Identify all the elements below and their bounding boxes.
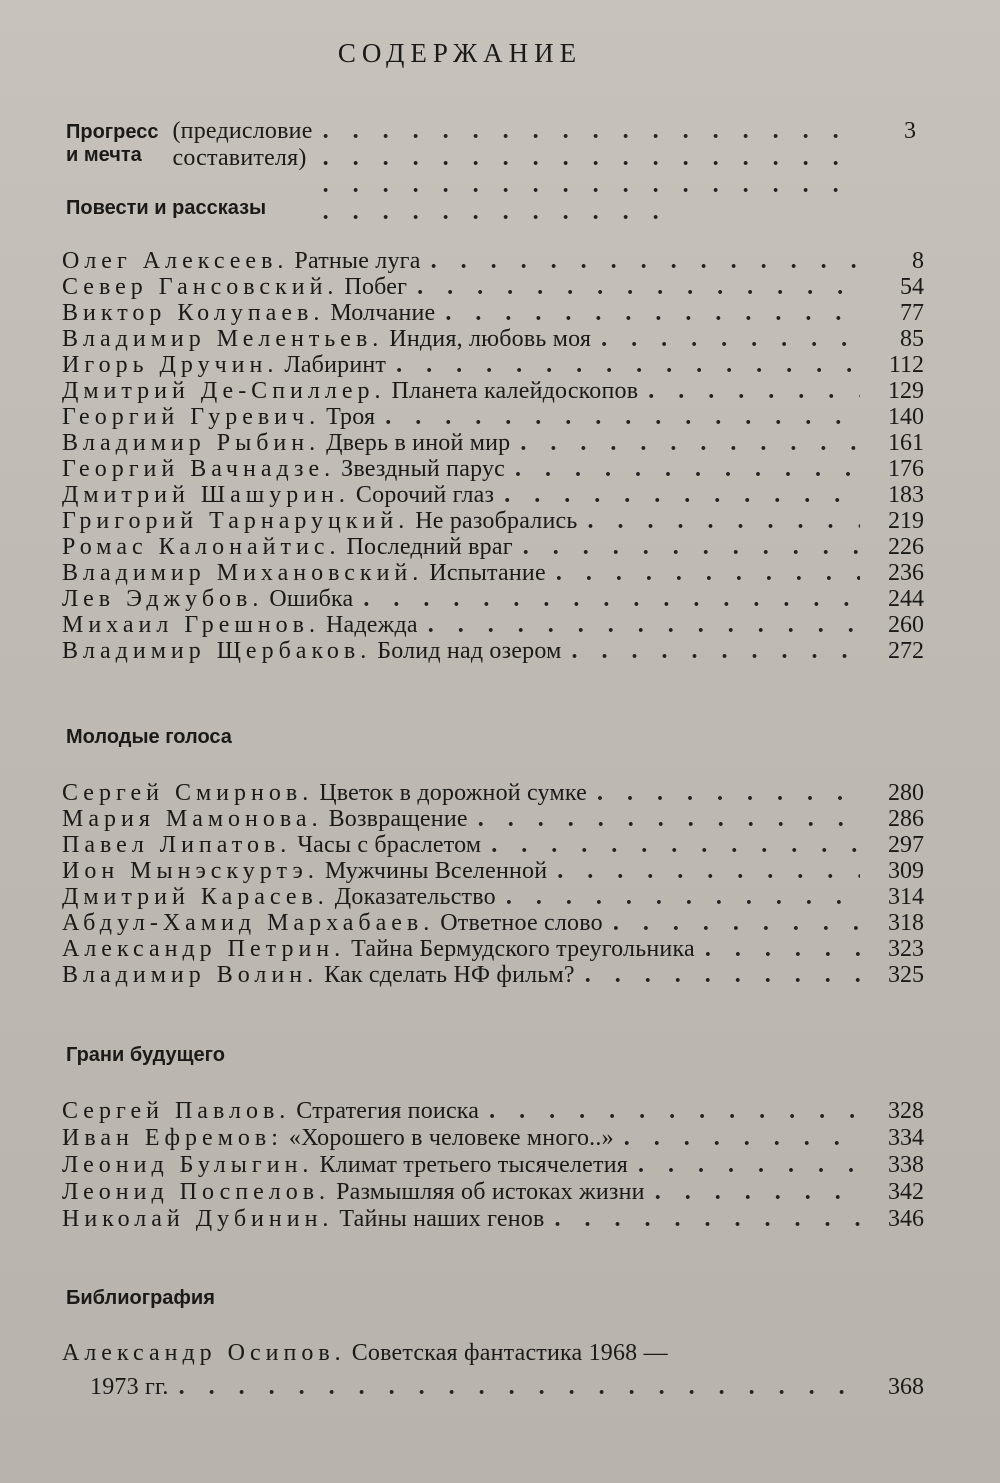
entry-author: Абдул-Хамид Мархабаев. — [62, 910, 435, 936]
page-number: 140 — [888, 404, 924, 430]
entry-author: Леонид Поспелов. — [62, 1179, 331, 1205]
page-title: СОДЕРЖАНИЕ — [337, 38, 583, 68]
dot-leader — [375, 404, 860, 430]
dot-leader — [591, 326, 860, 352]
section-entries-stories — [62, 248, 924, 664]
toc-entry — [62, 326, 924, 352]
entry-title: Звездный парус — [341, 456, 506, 482]
entry-author: Ромас Калонайтис. — [62, 534, 341, 560]
page-number: 328 — [888, 1098, 924, 1124]
entry-author: Николай Дубинин. — [62, 1206, 334, 1232]
entry-title: Планета калейдоскопов — [391, 378, 639, 404]
page-number: 260 — [888, 612, 924, 638]
toc-entry — [62, 560, 924, 586]
entry-author: Мария Мамонова. — [62, 806, 323, 832]
page-number: 334 — [888, 1125, 924, 1151]
page-number: 112 — [888, 352, 924, 378]
page-number: 272 — [888, 638, 924, 664]
preface-subtitle: (предисловие составителя) — [172, 118, 313, 171]
page-number: 236 — [888, 560, 924, 586]
dot-leader — [353, 586, 860, 612]
page-number: 297 — [888, 832, 924, 858]
entry-author: Дмитрий Шашурин. — [62, 482, 350, 508]
dot-leader — [435, 300, 860, 326]
entry-title: Побег — [344, 274, 408, 300]
entry-title: Как сделать НФ фильм? — [324, 962, 575, 988]
entry-title: Тайны наших генов — [339, 1206, 545, 1232]
page-number: 226 — [888, 534, 924, 560]
page-number: 8 — [912, 248, 924, 274]
entry-author: Дмитрий Карасев. — [62, 884, 329, 910]
entry-author: Сергей Павлов. — [62, 1098, 291, 1124]
entry-title: Советская фантастика 1968 — — [351, 1340, 668, 1366]
entry-author: Виктор Колупаев. — [62, 300, 325, 326]
toc-entry — [62, 534, 924, 560]
toc-entry — [62, 404, 924, 430]
dot-leader — [386, 352, 860, 378]
entry-author: Александр Осипов. — [62, 1340, 346, 1366]
entry-title: Сорочий глаз — [355, 482, 495, 508]
toc-entry — [62, 378, 924, 404]
page-number: 286 — [888, 806, 924, 832]
page-number: 3 — [904, 118, 916, 144]
toc-entry — [62, 248, 924, 274]
page-number: 346 — [888, 1206, 924, 1232]
entry-title: Последний враг — [346, 534, 513, 560]
toc-entry — [62, 780, 924, 806]
page-number: 338 — [888, 1152, 924, 1178]
page-number: 219 — [888, 508, 924, 534]
entry-author: Иван Ефремов: — [62, 1125, 283, 1151]
entry-author: Владимир Рыбин. — [62, 430, 321, 456]
dot-leader — [645, 1179, 860, 1206]
entry-title: Испытание — [429, 560, 546, 586]
entry-title: Климат третьего тысячелетия — [319, 1152, 629, 1178]
toc-entry — [62, 638, 924, 664]
page-number: 309 — [888, 858, 924, 884]
entry-title: Молчание — [330, 300, 436, 326]
entry-title: Дверь в иной мир — [326, 430, 511, 456]
entry-title: Тайна Бермудского треугольника — [351, 936, 695, 962]
page-number: 54 — [900, 274, 924, 300]
page-number: 325 — [888, 962, 924, 988]
page-number: 183 — [888, 482, 924, 508]
toc-entry — [62, 910, 924, 936]
toc-entry — [62, 858, 924, 884]
section-entries-bibliography — [62, 1336, 924, 1404]
dot-leader — [603, 910, 860, 936]
entry-title: Возвращение — [328, 806, 468, 832]
page-number: 314 — [888, 884, 924, 910]
toc-entry — [62, 962, 924, 988]
entry-title: Стратегия поиска — [296, 1098, 480, 1124]
toc-entry — [62, 936, 924, 962]
entry-title: Троя — [326, 404, 376, 430]
entry-author: Владимир Щербаков. — [62, 638, 372, 664]
dot-leader — [695, 936, 860, 962]
entry-author: Ион Мынэскуртэ. — [62, 858, 319, 884]
section-entries-young-voices — [62, 780, 924, 988]
dot-leader — [546, 560, 860, 586]
entry-author: Михаил Грешнов. — [62, 612, 321, 638]
entry-title: Надежда — [326, 612, 418, 638]
page-number: 176 — [888, 456, 924, 482]
bibliography-line-2 — [62, 1370, 924, 1404]
dot-leader — [421, 248, 860, 274]
toc-entry — [62, 300, 924, 326]
toc-entry — [62, 1206, 924, 1233]
entry-title: Доказательство — [334, 884, 496, 910]
entry-author: Александр Петрин. — [62, 936, 346, 962]
toc-entry — [62, 1098, 924, 1125]
dot-leader — [575, 962, 860, 988]
entry-author: Леонид Булыгин. — [62, 1152, 314, 1178]
entry-author: Владимир Мелентьев. — [62, 326, 384, 352]
section-heading-future-facets: Грани будущего — [66, 1044, 225, 1066]
section-heading-stories: Повести и рассказы — [66, 197, 267, 219]
toc-entry — [62, 612, 924, 638]
entry-title: Цветок в дорожной сумке — [319, 780, 587, 806]
entry-title: Ответное слово — [440, 910, 603, 936]
dot-leader — [614, 1125, 860, 1152]
page-number: 77 — [900, 300, 924, 326]
dot-leader — [510, 430, 860, 456]
toc-entry — [62, 352, 924, 378]
entry-title: Ратные луга — [294, 248, 421, 274]
entry-author: Север Гансовский. — [62, 274, 339, 300]
page-number: 85 — [900, 326, 924, 352]
dot-leader — [481, 832, 860, 858]
entry-title: Часы с браслетом — [297, 832, 482, 858]
page-number: 318 — [888, 910, 924, 936]
toc-entry — [62, 508, 924, 534]
toc-entry — [62, 456, 924, 482]
entry-title: Индия, любовь моя — [389, 326, 592, 352]
entry-author: Сергей Смирнов. — [62, 780, 314, 806]
entry-author: Георгий Вачнадзе. — [62, 456, 336, 482]
entry-author: Дмитрий Де-Спиллер. — [62, 378, 386, 404]
entry-title: Мужчины Вселенной — [324, 858, 548, 884]
entry-author: Владимир Волин. — [62, 962, 319, 988]
page-number: 244 — [888, 586, 924, 612]
entry-author: Игорь Дручин. — [62, 352, 279, 378]
section-heading-bibliography: Библиография — [66, 1287, 215, 1309]
entry-author: Григорий Тарнаруцкий. — [62, 508, 410, 534]
entry-title: Болид над озером — [377, 638, 562, 664]
page-number: 280 — [888, 780, 924, 806]
section-heading-young-voices: Молодые голоса — [66, 726, 232, 748]
preface-title: Прогресс и мечта — [66, 121, 159, 166]
entry-author: Олег Алексеев. — [62, 248, 289, 274]
dot-leader — [479, 1098, 860, 1125]
dot-leader — [505, 456, 860, 482]
dot-leader — [496, 884, 860, 910]
entry-author: Павел Липатов. — [62, 832, 292, 858]
entry-author: Георгий Гуревич. — [62, 404, 321, 430]
dot-leader — [638, 378, 860, 404]
dot-leader — [628, 1152, 860, 1179]
page-number: 323 — [888, 936, 924, 962]
toc-entry — [62, 482, 924, 508]
toc-entry — [62, 1125, 924, 1152]
toc-entry — [62, 806, 924, 832]
bibliography-line-1 — [62, 1336, 924, 1370]
entry-title: Размышляя об истоках жизни — [336, 1179, 645, 1205]
entry-title-continued: 1973 гг. — [90, 1374, 169, 1400]
toc-entry — [62, 1152, 924, 1179]
toc-entry — [62, 832, 924, 858]
entry-title: Лабиринт — [284, 352, 387, 378]
entry-title: «Хорошего в человеке много..» — [288, 1125, 614, 1151]
toc-entry — [62, 586, 924, 612]
dot-leader — [418, 612, 860, 638]
dot-leader — [587, 780, 860, 806]
dot-leader — [545, 1206, 860, 1233]
dot-leader — [513, 534, 860, 560]
dot-leader — [562, 638, 860, 664]
toc-entry — [62, 430, 924, 456]
toc-entry — [62, 884, 924, 910]
dot-leader — [407, 274, 860, 300]
section-entries-future-facets — [62, 1098, 924, 1233]
dot-leader — [547, 858, 860, 884]
dot-leader — [578, 508, 860, 534]
page-number: 368 — [888, 1374, 924, 1400]
dot-leader — [494, 482, 860, 508]
page-number: 161 — [888, 430, 924, 456]
page-number: 129 — [888, 378, 924, 404]
dot-leader — [313, 118, 852, 226]
page-number: 342 — [888, 1179, 924, 1205]
entry-author: Владимир Михановский. — [62, 560, 424, 586]
entry-author: Лев Эджубов. — [62, 586, 264, 612]
toc-entry — [62, 274, 924, 300]
dot-leader — [468, 806, 860, 832]
dot-leader — [169, 1370, 860, 1404]
entry-title: Не разобрались — [415, 508, 578, 534]
toc-entry — [62, 1179, 924, 1206]
entry-title: Ошибка — [269, 586, 354, 612]
